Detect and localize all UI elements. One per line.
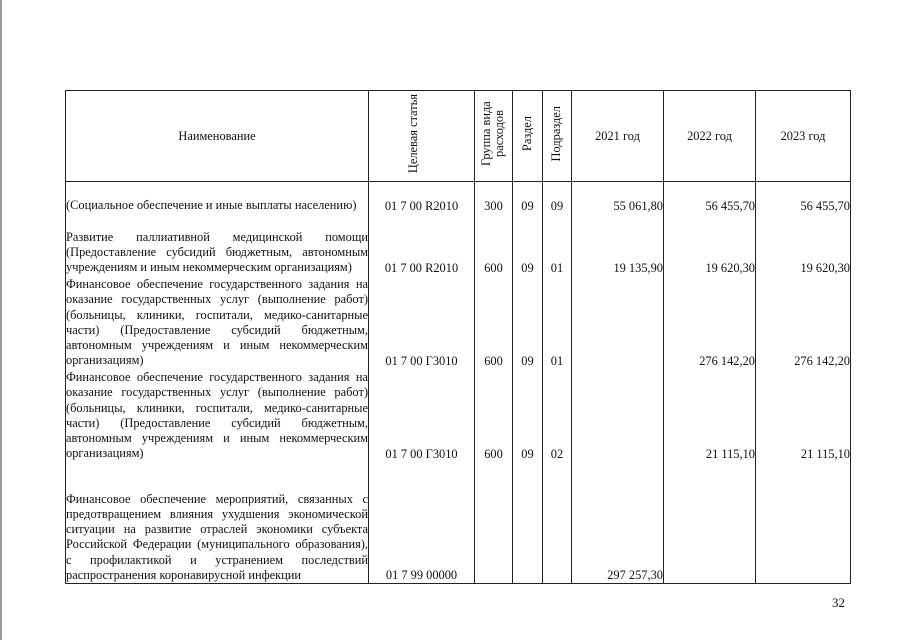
row-section: 09 <box>513 276 543 369</box>
row-section: 09 <box>513 214 543 276</box>
row-section <box>513 462 543 584</box>
row-subsection <box>543 462 572 584</box>
row-section: 09 <box>513 182 543 214</box>
header-expense-group: Группа вида расходов <box>475 91 513 182</box>
row-value-2022: 19 620,30 <box>664 214 756 276</box>
header-section: Раздел <box>513 91 543 182</box>
table-row <box>66 462 851 584</box>
row-value-2023: 276 142,20 <box>756 276 851 369</box>
budget-table <box>65 90 851 584</box>
row-target-article: 01 7 00 R2010 <box>369 214 475 276</box>
row-expense-group: 600 <box>475 369 513 462</box>
row-value-2021: 19 135,90 <box>572 214 664 276</box>
header-year-2023: 2023 год <box>756 91 851 182</box>
row-value-2023 <box>756 462 851 584</box>
row-subsection: 01 <box>543 276 572 369</box>
row-subsection: 02 <box>543 369 572 462</box>
row-value-2022 <box>664 462 756 584</box>
row-value-2021 <box>572 369 664 462</box>
row-expense-group: 300 <box>475 182 513 214</box>
row-target-article: 01 7 00 Г3010 <box>369 369 475 462</box>
row-target-article: 01 7 00 R2010 <box>369 182 475 214</box>
header-subsection: Подраздел <box>543 91 572 182</box>
row-name: Развитие паллиативной медицинской помощи (Предоставление субсидий бюджетным, автономным учреждениям и иным некоммерческим организациям) <box>66 214 369 276</box>
row-subsection: 09 <box>543 182 572 214</box>
header-target-article: Целевая статья <box>369 91 475 182</box>
row-value-2022: 21 115,10 <box>664 369 756 462</box>
row-value-2023: 21 115,10 <box>756 369 851 462</box>
row-name: (Социальное обеспечение и иные выплаты населению) <box>66 182 369 214</box>
table-row <box>66 182 851 214</box>
row-value-2022: 56 455,70 <box>664 182 756 214</box>
row-target-article: 01 7 99 00000 <box>369 462 475 584</box>
header-year-2021: 2021 год <box>572 91 664 182</box>
row-value-2021: 55 061,80 <box>572 182 664 214</box>
table-row <box>66 214 851 276</box>
row-value-2022: 276 142,20 <box>664 276 756 369</box>
row-value-2023: 19 620,30 <box>756 214 851 276</box>
row-subsection: 01 <box>543 214 572 276</box>
row-value-2021 <box>572 276 664 369</box>
row-name: Финансовое обеспечение государственного задания на оказание государственных услуг (выполнение работ) (больницы, клиники, госпитали, медико-санитарные части) (Предоставление субсидий бюджетным, автономным учреждениям и иным некоммерческим организациям) <box>66 370 368 461</box>
row-value-2023: 56 455,70 <box>756 182 851 214</box>
row-name: Финансовое обеспечение государственного задания на оказание государственных услуг (выполнение работ) (больницы, клиники, госпитали, медико-санитарные части) (Предоставление субсидий бюджетным, автономным учреждениям и иным некоммерческим организациям) <box>66 277 368 368</box>
header-name: Наименование <box>66 91 369 182</box>
row-expense-group: 600 <box>475 276 513 369</box>
table-header-row <box>66 91 851 182</box>
header-year-2022: 2022 год <box>664 91 756 182</box>
row-expense-group: 600 <box>475 214 513 276</box>
row-target-article: 01 7 00 Г3010 <box>369 276 475 369</box>
row-expense-group <box>475 462 513 584</box>
table-row <box>66 369 851 462</box>
scan-edge-line <box>0 0 2 640</box>
page-number: 32 <box>832 595 845 610</box>
row-section: 09 <box>513 369 543 462</box>
row-name: Финансовое обеспечение мероприятий, связанных с предотвращением влияния ухудшения экономической ситуации на развитие отраслей экономики субъекта Российской Федерации (муниципального образования), с профилактикой и устранением последствий распространения коронавирусной инфекции <box>66 462 369 584</box>
row-value-2021: 297 257,30 <box>572 462 664 584</box>
table-row <box>66 276 851 369</box>
